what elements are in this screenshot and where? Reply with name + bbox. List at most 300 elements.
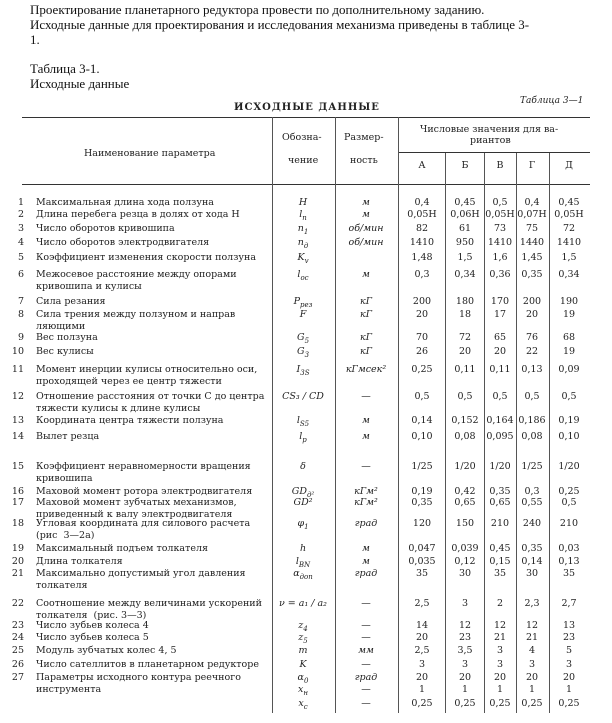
value-variant-1: 35	[415, 568, 429, 579]
parameter-unit: —	[361, 698, 371, 709]
parameter-name: Вес ползуна	[36, 332, 98, 343]
value-variant-5: 23	[562, 632, 576, 643]
value-variant-3: 210	[490, 518, 510, 529]
value-variant-2: 0,12	[454, 556, 476, 567]
value-variant-3: 0,164	[486, 415, 514, 426]
header-values-1: Числовые значения для ва-	[420, 124, 559, 135]
parameter-name: Число оборотов кривошипа	[36, 223, 175, 234]
parameter-unit: —	[361, 659, 371, 670]
value-variant-2: 12	[458, 620, 472, 631]
symbol-subscript: н	[303, 688, 308, 697]
value-variant-3: 21	[493, 632, 507, 643]
parameter-symbol: F	[299, 309, 307, 320]
header-variant-d: Д	[565, 160, 573, 171]
parameter-name: Параметры исходного контура реечного инструмента	[36, 672, 241, 695]
parameter-unit: град	[354, 518, 378, 529]
value-variant-4: 200	[522, 296, 542, 307]
parameter-symbol: H	[298, 197, 308, 208]
intro-line-1: Проектирование планетарного редуктора провести по дополнительному заданию.	[30, 2, 485, 17]
value-variant-4: 0,14	[521, 556, 543, 567]
value-variant-4: 0,25	[521, 698, 543, 709]
value-variant-2: 0,039	[451, 543, 479, 554]
row-number: 12	[11, 391, 24, 402]
value-variant-2: 0,65	[454, 497, 476, 508]
symbol-subscript: д	[303, 241, 309, 250]
symbol-subscript: ос	[300, 273, 309, 282]
value-variant-4: 0,35	[521, 543, 543, 554]
parameter-unit: —	[361, 684, 371, 695]
value-variant-5: 0,5	[561, 391, 577, 402]
parameter-unit: м	[362, 543, 370, 554]
row-number: 22	[11, 598, 24, 609]
value-variant-5: 0,25	[558, 486, 580, 497]
parameter-symbol: $P_{рез}$	[293, 296, 313, 309]
symbol-subscript: д²	[306, 490, 315, 499]
parameter-unit: кГ	[360, 309, 372, 320]
parameter-symbol: ν = a₁ / a₂	[279, 598, 327, 609]
parameter-symbol: $z_4$	[298, 620, 308, 633]
header-bottom-rule	[22, 184, 590, 185]
parameter-symbol: m	[298, 645, 308, 656]
value-variant-1: 20	[415, 632, 429, 643]
parameter-unit: м	[362, 197, 370, 208]
value-variant-1: 70	[415, 332, 429, 343]
value-variant-4: 0,35	[521, 269, 543, 280]
symbol-subscript: доп	[299, 572, 313, 581]
parameter-name: Сила трения между ползуном и направ ляющими	[36, 309, 236, 332]
parameter-symbol: $l_{BN}$	[295, 556, 311, 569]
value-variant-2: 3	[461, 598, 469, 609]
parameter-symbol: $\varphi_1$	[297, 518, 309, 531]
parameter-symbol: $z_5$	[298, 632, 308, 645]
symbol-subscript: 3S	[300, 368, 310, 377]
value-variant-3: 3	[496, 659, 504, 670]
parameter-unit: м	[362, 269, 370, 280]
value-variant-2: 20	[458, 346, 472, 357]
value-variant-4: 0,13	[521, 364, 543, 375]
symbol-subscript: c	[303, 702, 308, 711]
parameter-name: Длина толкателя	[36, 556, 123, 567]
row-number: 25	[11, 645, 24, 656]
value-variant-3: 65	[493, 332, 507, 343]
parameter-unit: —	[361, 598, 371, 609]
parameter-unit: кГ	[360, 332, 372, 343]
row-number: 16	[11, 486, 24, 497]
value-variant-2: 0,11	[454, 364, 476, 375]
value-variant-4: 1	[528, 684, 536, 695]
value-variant-4: 20	[525, 672, 539, 683]
value-variant-3: 1/20	[489, 461, 511, 472]
value-variant-4: 0,08	[521, 431, 543, 442]
value-variant-1: 120	[412, 518, 432, 529]
parameter-name: Сила резания	[36, 296, 106, 307]
value-variant-4: 0,5	[524, 391, 540, 402]
row-number: 1	[17, 197, 24, 208]
value-variant-5: 1,5	[561, 252, 577, 263]
value-variant-1: 14	[415, 620, 429, 631]
parameter-name: Межосевое расстояние между опорами кривошипа и кулисы	[36, 269, 237, 292]
parameter-unit: мм	[358, 645, 374, 656]
parameter-unit: кГ	[360, 346, 372, 357]
parameter-symbol: $x_н$	[298, 684, 308, 697]
parameter-symbol: $K_v$	[297, 252, 309, 265]
value-variant-5: 3	[565, 659, 573, 670]
row-number: 26	[11, 659, 24, 670]
symbol-subscript: 4	[303, 624, 308, 633]
value-variant-3: 17	[493, 309, 507, 320]
parameter-symbol: $G_5$	[296, 332, 310, 345]
value-variant-2: 0,42	[454, 486, 476, 497]
parameter-name: Координата центра тяжести ползуна	[36, 415, 224, 426]
header-dim-1: Размер-	[344, 132, 384, 143]
value-variant-2: 23	[458, 632, 472, 643]
value-variant-5: 2,7	[561, 598, 577, 609]
parameter-name: Число сателлитов в планетарном редукторе	[36, 659, 259, 670]
value-variant-5: 210	[559, 518, 579, 529]
symbol-subscript: BN	[298, 560, 311, 569]
parameter-name: Соотношение между величинами ускорений толкателя (рис. 3—3)	[36, 598, 262, 621]
row-number: 8	[17, 309, 24, 320]
value-variant-2: 180	[455, 296, 475, 307]
value-variant-2: 3,5	[457, 645, 473, 656]
row-number: 21	[11, 568, 24, 579]
parameter-unit: —	[361, 461, 371, 472]
value-variant-2: 1,5	[457, 252, 473, 263]
value-variant-1: 0,25	[411, 364, 433, 375]
parameter-name: Максимальная длина хода ползуна	[36, 197, 214, 208]
parameter-name: Вес кулисы	[36, 346, 94, 357]
value-variant-1: 0,14	[411, 415, 433, 426]
header-variant-a: А	[418, 160, 426, 171]
value-variant-2: 950	[455, 237, 475, 248]
row-number: 18	[11, 518, 24, 529]
row-number: 10	[11, 346, 24, 357]
parameter-unit: град	[354, 568, 378, 579]
value-variant-1: 0,5	[414, 391, 430, 402]
value-variant-3: 3	[496, 645, 504, 656]
value-variant-2: 20	[458, 672, 472, 683]
symbol-subscript: S5	[299, 419, 310, 428]
parameter-symbol: $\alpha_{доп}$	[293, 568, 313, 581]
value-variant-4: 3	[528, 659, 536, 670]
parameter-name: Максимально допустимый угол давления толкателя	[36, 568, 246, 591]
value-variant-1: 0,35	[411, 497, 433, 508]
value-variant-5: 68	[562, 332, 576, 343]
parameter-symbol: $l_п$	[299, 209, 307, 222]
value-variant-5: 190	[559, 296, 579, 307]
header-symbol-1: Обозна-	[282, 132, 322, 143]
value-variant-1: 82	[415, 223, 429, 234]
value-variant-2: 0,08	[454, 431, 476, 442]
value-variant-5: 1410	[556, 237, 582, 248]
table-label: Таблица 3—1	[520, 96, 584, 106]
parameter-unit: кГм²	[354, 486, 378, 497]
value-variant-5: 0,09	[558, 364, 580, 375]
value-variant-1: 2,5	[414, 598, 430, 609]
value-variant-2: 3	[461, 659, 469, 670]
value-variant-3: 20	[493, 346, 507, 357]
value-variant-2: 0,25	[454, 698, 476, 709]
parameter-name: Момент инерции кулисы относительно оси, проходящей через ее центр тяжести	[36, 364, 258, 387]
value-variant-3: 0,095	[486, 431, 514, 442]
value-variant-2: 0,34	[454, 269, 476, 280]
parameter-name: Модуль зубчатых колес 4, 5	[36, 645, 177, 656]
symbol-subscript: 5	[303, 636, 308, 645]
value-variant-2: 1	[461, 684, 469, 695]
value-variant-1: 0,4	[414, 197, 430, 208]
value-variant-2: 0,5	[457, 391, 473, 402]
value-variant-2: 61	[458, 223, 472, 234]
value-variant-2: 1/20	[454, 461, 476, 472]
parameter-unit: м	[362, 209, 370, 220]
value-variant-1: 20	[415, 309, 429, 320]
col-divider	[398, 117, 399, 713]
value-variant-5: 19	[562, 309, 576, 320]
value-variant-1: 1,48	[411, 252, 433, 263]
value-variant-3: 170	[490, 296, 510, 307]
value-variant-1: 1410	[409, 237, 435, 248]
row-number: 24	[11, 632, 24, 643]
value-variant-2: 72	[458, 332, 472, 343]
value-variant-1: 0,3	[414, 269, 430, 280]
value-variant-3: 20	[493, 672, 507, 683]
parameter-unit: —	[361, 632, 371, 643]
value-variant-3: 0,35	[489, 486, 511, 497]
value-variant-4: 21	[525, 632, 539, 643]
value-variant-4: 0,07H	[517, 209, 547, 220]
value-variant-4: 76	[525, 332, 539, 343]
value-variant-3: 1	[496, 684, 504, 695]
value-variant-5: 1/20	[558, 461, 580, 472]
parameter-symbol: $x_c$	[298, 698, 308, 711]
row-number: 23	[11, 620, 24, 631]
header-dim-2: ность	[350, 155, 378, 166]
row-number: 17	[11, 497, 24, 508]
parameter-symbol: δ	[300, 461, 306, 472]
value-variant-3: 0,5	[492, 391, 508, 402]
parameter-name: Маховой момент ротора электродвигателя	[36, 486, 253, 497]
value-variant-1: 20	[415, 672, 429, 683]
value-variant-4: 0,4	[524, 197, 540, 208]
parameter-unit: м	[362, 415, 370, 426]
value-variant-1: 2,5	[414, 645, 430, 656]
value-variant-5: 35	[562, 568, 576, 579]
parameter-unit: м	[362, 556, 370, 567]
row-number: 4	[17, 237, 24, 248]
parameter-unit: м	[362, 431, 370, 442]
row-number: 14	[11, 431, 24, 442]
value-variant-1: 200	[412, 296, 432, 307]
parameter-name: Коэффициент изменения скорости ползуна	[36, 252, 256, 263]
parameter-unit: кГм²	[354, 497, 378, 508]
value-variant-5: 20	[562, 672, 576, 683]
value-variant-4: 0,55	[521, 497, 543, 508]
table-caption: Таблица 3-1.	[30, 61, 100, 76]
value-variant-4: 0,186	[518, 415, 546, 426]
intro-line-2: Исходные данные для проектирования и исследования механизма приведены в таблице 3-	[30, 17, 530, 32]
value-variant-3: 0,25	[489, 698, 511, 709]
value-variant-3: 1,6	[492, 252, 508, 263]
value-variant-1: 0,035	[408, 556, 436, 567]
row-number: 13	[11, 415, 24, 426]
symbol-subscript: рез	[299, 300, 313, 309]
value-variant-5: 72	[562, 223, 576, 234]
value-variant-1: 0,047	[408, 543, 436, 554]
parameter-symbol: $n_д$	[297, 237, 309, 250]
parameter-name: Вылет резца	[36, 431, 100, 442]
parameter-symbol: K	[299, 659, 307, 670]
parameter-name: Отношение расстояния от точки C до центра тяжести кулисы к длине кулисы	[36, 391, 265, 414]
value-variant-4: 2,3	[524, 598, 540, 609]
value-variant-3: 0,45	[489, 543, 511, 554]
value-variant-1: 0,19	[411, 486, 433, 497]
symbol-subscript: 0	[303, 676, 309, 685]
value-variant-4: 12	[525, 620, 539, 631]
header-symbol-2: чение	[288, 155, 319, 166]
table-title: ИСХОДНЫЕ ДАННЫЕ	[234, 102, 380, 113]
value-variant-1: 0,25	[411, 698, 433, 709]
row-number: 20	[11, 556, 24, 567]
row-number: 2	[17, 209, 24, 220]
row-number: 9	[17, 332, 24, 343]
row-number: 6	[17, 269, 24, 280]
value-variant-1: 1/25	[411, 461, 433, 472]
value-variant-2: 0,45	[454, 197, 476, 208]
parameter-name: Коэффициент неравномерности вращения кривошипа	[36, 461, 251, 484]
header-variant-g: Г	[528, 160, 536, 171]
variants-rule	[398, 152, 590, 153]
value-variant-5: 0,05H	[554, 209, 584, 220]
parameter-name: Число зубьев колеса 5	[36, 632, 149, 643]
value-variant-3: 0,36	[489, 269, 511, 280]
value-variant-4: 1/25	[521, 461, 543, 472]
value-variant-1: 3	[418, 659, 426, 670]
value-variant-5: 1	[565, 684, 573, 695]
value-variant-3: 35	[493, 568, 507, 579]
parameter-symbol: $GD_{д^2}$	[291, 486, 315, 499]
value-variant-1: 0,10	[411, 431, 433, 442]
row-number: 3	[17, 223, 24, 234]
value-variant-3: 2	[496, 598, 504, 609]
value-variant-3: 0,05H	[485, 209, 515, 220]
parameter-name: Число оборотов электродвигателя	[36, 237, 210, 248]
parameter-unit: —	[361, 391, 371, 402]
value-variant-4: 0,3	[524, 486, 540, 497]
parameter-symbol: $I_{3S}$	[296, 364, 310, 377]
value-variant-5: 0,5	[561, 497, 577, 508]
row-number: 5	[17, 252, 24, 263]
value-variant-5: 13	[562, 620, 576, 631]
parameter-symbol: $l_р$	[299, 431, 307, 444]
value-variant-2: 150	[455, 518, 475, 529]
row-number: 19	[11, 543, 24, 554]
row-number: 11	[11, 364, 24, 375]
value-variant-5: 0,10	[558, 431, 580, 442]
col-divider	[445, 153, 446, 713]
parameter-symbol: $l_{ос}$	[297, 269, 309, 282]
value-variant-2: 0,152	[451, 415, 479, 426]
parameter-symbol: $l_{S5}$	[296, 415, 310, 428]
value-variant-2: 0,06H	[450, 209, 480, 220]
value-variant-3: 73	[493, 223, 507, 234]
value-variant-3: 0,11	[489, 364, 511, 375]
value-variant-2: 18	[458, 309, 472, 320]
parameter-name: Угловая координата для силового расчета (рис 3—2а)	[36, 518, 251, 541]
value-variant-5: 5	[565, 645, 573, 656]
value-variant-5: 19	[562, 346, 576, 357]
parameter-unit: об/мин	[348, 223, 384, 234]
value-variant-5: 0,34	[558, 269, 580, 280]
header-variant-b: Б	[461, 160, 469, 171]
header-values-2: риантов	[470, 135, 511, 146]
value-variant-5: 0,25	[558, 698, 580, 709]
value-variant-4: 240	[522, 518, 542, 529]
parameter-symbol: h	[299, 543, 307, 554]
parameter-symbol: $G_3$	[296, 346, 310, 359]
parameter-unit: об/мин	[348, 237, 384, 248]
value-variant-4: 30	[525, 568, 539, 579]
symbol-subscript: р	[302, 435, 307, 444]
value-variant-1: 26	[415, 346, 429, 357]
value-variant-5: 0,45	[558, 197, 580, 208]
table-top-rule	[22, 117, 590, 118]
parameter-unit: град	[354, 672, 378, 683]
value-variant-5: 0,19	[558, 415, 580, 426]
parameter-symbol: $\alpha_0$	[297, 672, 309, 685]
table-subcaption: Исходные данные	[30, 76, 130, 91]
value-variant-3: 1410	[487, 237, 513, 248]
value-variant-5: 0,03	[558, 543, 580, 554]
value-variant-3: 0,65	[489, 497, 511, 508]
parameter-unit: —	[361, 620, 371, 631]
row-number: 27	[11, 672, 24, 683]
parameter-symbol: $n_1$	[297, 223, 309, 236]
symbol-subscript: п	[302, 213, 307, 222]
value-variant-4: 1,45	[521, 252, 543, 263]
header-name: Наименование параметра	[84, 148, 216, 159]
symbol-subscript: v	[304, 256, 309, 265]
parameter-name: Максимальный подъем толкателя	[36, 543, 208, 554]
value-variant-4: 75	[525, 223, 539, 234]
value-variant-3: 0,5	[492, 197, 508, 208]
symbol-subscript: 3	[304, 350, 310, 359]
parameter-name: Длина перебега резца в долях от хода H	[36, 209, 240, 220]
parameter-unit: кГмсек²	[345, 364, 387, 375]
value-variant-3: 12	[493, 620, 507, 631]
symbol-subscript: 1	[303, 227, 309, 236]
parameter-name: Маховой момент зубчатых механизмов, приведенный к валу электродвигателя	[36, 497, 237, 520]
symbol-subscript: 5	[304, 336, 310, 345]
value-variant-4: 4	[528, 645, 536, 656]
parameter-symbol: CS₃ / CD	[282, 391, 324, 402]
intro-line-3: 1.	[30, 32, 40, 47]
value-variant-1: 0,05H	[407, 209, 437, 220]
value-variant-5: 0,13	[558, 556, 580, 567]
header-variant-v: В	[496, 160, 504, 171]
parameter-unit: кГ	[360, 296, 372, 307]
parameter-name: Число зубьев колеса 4	[36, 620, 149, 631]
row-number: 7	[17, 296, 24, 307]
value-variant-2: 30	[458, 568, 472, 579]
value-variant-1: 1	[418, 684, 426, 695]
value-variant-4: 1440	[519, 237, 545, 248]
value-variant-3: 0,15	[489, 556, 511, 567]
row-number: 15	[11, 461, 24, 472]
value-variant-4: 22	[525, 346, 539, 357]
parameter-symbol: GD²	[293, 497, 313, 508]
value-variant-4: 20	[525, 309, 539, 320]
symbol-subscript: 1	[304, 522, 309, 531]
